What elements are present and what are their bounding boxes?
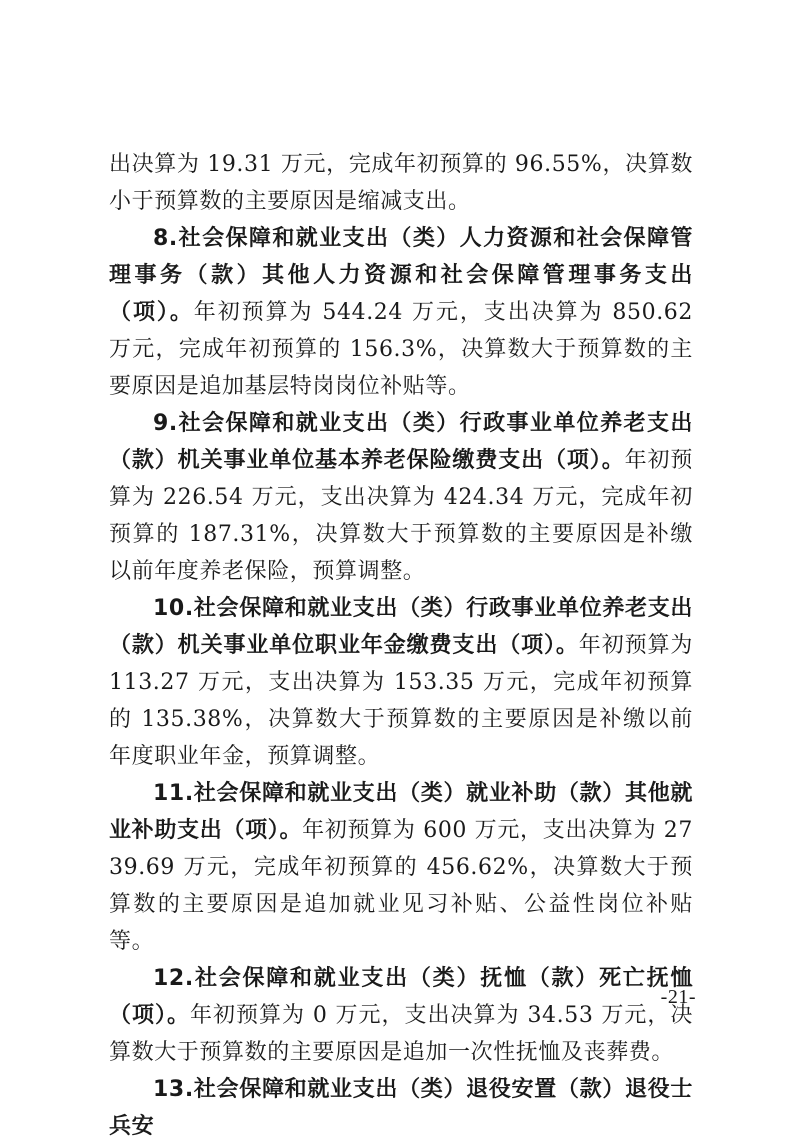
item-heading: 10.社会保障和就业支出（类）行政事业单位养老支出（款）机关事业单位职业年金缴费支出（项）。 [109, 596, 693, 658]
item-heading: 12.社会保障和就业支出（类）抚恤（款）死亡抚恤（项）。 [109, 966, 693, 1028]
paragraph-text: 年初预算为 0 万元，支出决算为 34.53 万元，决算数大于预算数的主要原因是追加一次性抚恤及丧葬费。 [109, 1003, 694, 1065]
paragraph-item-11 [109, 775, 693, 960]
paragraph-continuation [109, 146, 693, 220]
item-heading: 9.社会保障和就业支出（类）行政事业单位养老支出（款）机关事业单位基本养老保险缴费支出（项）。 [109, 411, 693, 473]
paragraph-item-9 [109, 405, 693, 590]
page-number: -21- [660, 986, 696, 1008]
paragraph-text: 年初预算为 113.27 万元，支出决算为 153.35 万元，完成年初预算的 135.38%，决算数大于预算数的主要原因是补缴以前年度职业年金，预算调整。 [109, 633, 693, 769]
item-heading: 11.社会保障和就业支出（类）就业补助（款）其他就业补助支出（项）。 [109, 781, 693, 843]
paragraph-text: 年初预算为 544.24 万元，支出决算为 850.62 万元，完成年初预算的 156.3%，决算数大于预算数的主要原因是追加基层特岗岗位补贴等。 [109, 300, 693, 399]
paragraph-item-13 [109, 1071, 693, 1145]
paragraph-text: 出决算为 19.31 万元，完成年初预算的 96.55%，决算数小于预算数的主要原因是缩减支出。 [109, 152, 693, 214]
paragraph-item-10 [109, 590, 693, 775]
paragraph-item-8 [109, 220, 693, 405]
paragraph-text: 年初预算为 600 万元，支出决算为 2739.69 万元，完成年初预算的 456.62%，决算数大于预算数的主要原因是追加就业见习补贴、公益性岗位补贴等。 [109, 818, 693, 954]
paragraph-text: 年初预算为 226.54 万元，支出决算为 424.34 万元，完成年初预算的 187.31%，决算数大于预算数的主要原因是补缴以前年度养老保险，预算调整。 [109, 448, 693, 584]
item-heading: 8.社会保障和就业支出（类）人力资源和社会保障管理事务（款）其他人力资源和社会保障管理事务支出（项）。 [109, 226, 693, 325]
item-heading: 13.社会保障和就业支出（类）退役安置（款）退役士兵安 [109, 1077, 693, 1139]
body-text [109, 146, 693, 1145]
paragraph-item-12 [109, 960, 693, 1071]
